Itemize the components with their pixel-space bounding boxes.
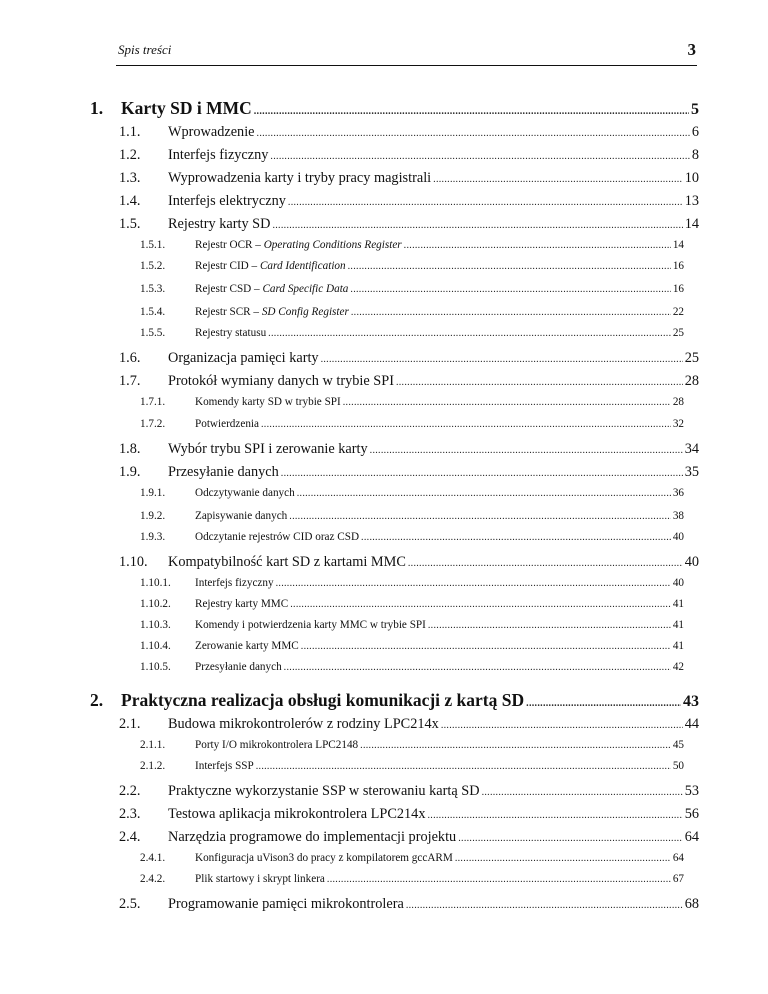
- toc-dot-leader: [408, 558, 683, 569]
- toc-entry-number: 2.5.: [119, 896, 141, 912]
- toc-entry-title-italic: Card Specific Data: [262, 283, 349, 295]
- toc-dot-leader: [276, 578, 671, 589]
- toc-entry-title-text: Narzędzia programowe do implementacji projektu: [168, 829, 457, 845]
- toc-subsection[interactable]: [140, 598, 684, 610]
- toc-entry-number: 1.10.2.: [140, 598, 171, 610]
- toc-entry-page: 40: [672, 531, 684, 543]
- toc-entry-number: 1.9.2.: [140, 510, 166, 522]
- toc-entry-page: 36: [672, 487, 684, 499]
- toc-entry-number: 1.9.: [119, 464, 141, 480]
- toc-entry-title: [121, 98, 252, 119]
- toc-dot-leader: [360, 740, 671, 751]
- toc-entry-title-text: Rejestr CSD –: [195, 283, 263, 295]
- toc-entry-number: 1.4.: [119, 193, 141, 209]
- toc-entry-number: 1.9.1.: [140, 487, 166, 499]
- toc-entry-number: 1.1.: [119, 124, 141, 140]
- toc-entry-page: 64: [684, 829, 699, 845]
- toc-section[interactable]: [119, 193, 699, 210]
- toc-entry-title-text: Odczytanie rejestrów CID oraz CSD: [195, 531, 360, 543]
- toc-dot-leader: [526, 698, 681, 709]
- toc-dot-leader: [455, 853, 671, 864]
- toc-entry-number: 1.10.5.: [140, 661, 171, 673]
- toc-entry-title-text: Interfejs fizyczny: [195, 577, 274, 589]
- toc-entry-page: 67: [672, 873, 684, 885]
- toc-entry-title-text: Wyprowadzenia karty i tryby pracy magistrali: [168, 170, 432, 186]
- toc-entry-page: 56: [684, 806, 699, 822]
- toc-entry-title-text: Przesyłanie danych: [168, 464, 279, 480]
- toc-entry-number: 1.5.4.: [140, 306, 166, 318]
- toc-entry-title: [168, 216, 270, 233]
- toc-entry-title: [195, 873, 325, 885]
- toc-entry-number: 2.3.: [119, 806, 141, 822]
- toc-subsection[interactable]: [140, 577, 684, 589]
- toc-dot-leader: [257, 128, 690, 139]
- toc-subsection[interactable]: [140, 619, 684, 631]
- header-rule: [116, 65, 697, 66]
- toc-entry-title-text: Komendy karty SD w trybie SPI: [195, 396, 341, 408]
- toc-dot-leader: [290, 599, 671, 610]
- toc-entry-number: 1.7.: [119, 373, 141, 389]
- toc-entry-title-text: Plik startowy i skrypt linkera: [195, 873, 325, 885]
- toc-entry-title: [195, 619, 426, 631]
- toc-entry-page: 25: [684, 350, 699, 366]
- toc-entry-title: [195, 396, 341, 408]
- toc-entry-title-text: Zerowanie karty MMC: [195, 640, 299, 652]
- toc-dot-leader: [327, 874, 671, 885]
- toc-dot-leader: [396, 377, 683, 388]
- toc-entry-title: [168, 124, 255, 141]
- toc-dot-leader: [348, 261, 671, 272]
- toc-entry-title-text: Odczytywanie danych: [195, 487, 295, 499]
- toc-entry-title-text: Rejestr CID –: [195, 260, 260, 272]
- toc-section[interactable]: [119, 216, 699, 233]
- toc-dot-leader: [361, 532, 671, 543]
- toc-section[interactable]: [119, 147, 699, 164]
- toc-chapter[interactable]: [90, 690, 699, 711]
- toc-dot-leader: [297, 488, 671, 499]
- toc-dot-leader: [268, 328, 671, 339]
- toc-dot-leader: [343, 397, 671, 408]
- toc-entry-page: 25: [672, 327, 684, 339]
- toc-section[interactable]: [119, 829, 699, 846]
- toc-entry-page: 14: [672, 239, 684, 251]
- toc-dot-leader: [406, 900, 683, 911]
- toc-dot-leader: [301, 641, 671, 652]
- toc-entry-title-text: Rejestry statusu: [195, 327, 267, 339]
- toc-entry-number: 1.10.3.: [140, 619, 171, 631]
- toc-section[interactable]: [119, 554, 699, 571]
- toc-entry-number: 1.3.: [119, 170, 141, 186]
- toc-entry-title: [168, 350, 319, 367]
- toc-dot-leader: [261, 419, 671, 430]
- toc-entry-title: [195, 739, 358, 751]
- toc-entry-title-text: Praktyczne wykorzystanie SSP w sterowaniu kartą SD: [168, 783, 480, 799]
- toc-entry-number: 1.10.4.: [140, 640, 171, 652]
- toc-dot-leader: [272, 220, 682, 231]
- toc-entry-number: 1.: [90, 98, 104, 118]
- toc-section[interactable]: [119, 716, 699, 733]
- toc-entry-title: [195, 661, 282, 673]
- toc-entry-number: 2.4.: [119, 829, 141, 845]
- toc-dot-leader: [288, 197, 683, 208]
- toc-dot-leader: [428, 620, 671, 631]
- toc-entry-title-text: Wprowadzenie: [168, 124, 255, 140]
- toc-entry-number: 1.5.3.: [140, 283, 166, 295]
- toc-entry-title-text: Rejestry karty MMC: [195, 598, 289, 610]
- toc-entry-page: 5: [691, 101, 699, 118]
- toc-entry-page: 44: [684, 716, 699, 732]
- toc-entry-page: 68: [684, 896, 699, 912]
- toc-entry-number: 1.7.2.: [140, 418, 166, 430]
- toc-entry-page: 22: [672, 306, 684, 318]
- toc-subsection[interactable]: [140, 283, 684, 295]
- toc-entry-title-text: Karty SD i MMC: [121, 98, 252, 118]
- toc-subsection[interactable]: [140, 306, 684, 318]
- toc-entry-title-text: Testowa aplikacja mikrokontrolera LPC214x: [168, 806, 426, 822]
- page-header: [118, 42, 696, 66]
- toc-entry-page: 45: [672, 739, 684, 751]
- toc-entry-title: [195, 852, 453, 864]
- toc-subsection[interactable]: [140, 239, 684, 251]
- toc-entry-title: [168, 373, 394, 390]
- toc-entry-page: 41: [672, 640, 684, 652]
- toc-entry-title-text: Protokół wymiany danych w trybie SPI: [168, 373, 394, 389]
- toc-entry-title-italic: SD Config Register: [261, 306, 349, 318]
- toc-entry-title: [168, 170, 431, 187]
- toc-entry-title: [195, 260, 346, 272]
- toc-entry-title-text: Zapisywanie danych: [195, 510, 288, 522]
- toc-entry-page: 16: [672, 260, 684, 272]
- toc-section[interactable]: [119, 124, 699, 141]
- toc-dot-leader: [289, 511, 671, 522]
- toc-entry-title: [168, 554, 406, 571]
- running-title: Spis treści: [118, 42, 172, 57]
- toc-subsection[interactable]: [140, 396, 684, 408]
- toc-entry-number: 1.2.: [119, 147, 141, 163]
- toc-entry-number: 1.5.: [119, 216, 141, 232]
- toc-entry-title-text: Kompatybilność kart SD z kartami MMC: [168, 554, 406, 570]
- toc-entry-title: [168, 193, 286, 210]
- toc-entry-number: 2.1.2.: [140, 760, 166, 772]
- toc-dot-leader: [482, 787, 683, 798]
- toc-entry-title-text: Rejestr SCR –: [195, 306, 262, 318]
- toc-dot-leader: [427, 810, 682, 821]
- toc-entry-title-text: Budowa mikrokontrolerów z rodziny LPC214x: [168, 716, 439, 732]
- toc-entry-title: [168, 716, 439, 733]
- toc-entry-title-italic: Operating Conditions Register: [263, 239, 402, 251]
- toc-entry-page: 38: [672, 510, 684, 522]
- toc-entry-title: [168, 783, 480, 800]
- toc-entry-title: [195, 598, 288, 610]
- toc-entry-page: 34: [684, 441, 699, 457]
- toc-subsection[interactable]: [140, 760, 684, 772]
- toc-entry-title: [195, 306, 349, 318]
- toc-entry-page: 42: [672, 661, 684, 673]
- toc-entry-number: 1.5.1.: [140, 239, 166, 251]
- toc-dot-leader: [433, 174, 683, 185]
- toc-entry-number: 1.6.: [119, 350, 141, 366]
- toc-subsection[interactable]: [140, 327, 684, 339]
- toc-entry-title-text: Przesyłanie danych: [195, 661, 282, 673]
- toc-entry-page: 43: [683, 693, 699, 710]
- toc-entry-number: 2.2.: [119, 783, 141, 799]
- toc-entry-title: [195, 577, 274, 589]
- toc-entry-page: 32: [672, 418, 684, 430]
- toc-entry-title: [168, 147, 268, 164]
- toc-entry-title: [195, 327, 266, 339]
- toc-section[interactable]: [119, 783, 699, 800]
- toc-dot-leader: [321, 354, 683, 365]
- toc-section[interactable]: [119, 464, 699, 481]
- toc-entry-title-text: Praktyczna realizacja obsługi komunikacji z kartą SD: [121, 690, 525, 710]
- toc-entry-number: 2.1.: [119, 716, 141, 732]
- toc-chapter[interactable]: [90, 98, 699, 119]
- toc-entry-title: [168, 464, 279, 481]
- toc-dot-leader: [284, 662, 671, 673]
- toc-entry-page: 41: [672, 598, 684, 610]
- toc-dot-leader: [281, 468, 683, 479]
- toc-entry-title: [168, 806, 425, 823]
- toc-entry-page: 28: [672, 396, 684, 408]
- toc-subsection[interactable]: [140, 418, 684, 430]
- toc-section[interactable]: [119, 806, 699, 823]
- toc-entry-title: [195, 283, 348, 295]
- toc-entry-title: [195, 418, 259, 430]
- toc-entry-title: [195, 640, 299, 652]
- toc-subsection[interactable]: [140, 531, 684, 543]
- toc-subsection[interactable]: [140, 873, 684, 885]
- toc-entry-number: 2.: [90, 690, 104, 710]
- toc-section[interactable]: [119, 170, 699, 187]
- toc-entry-title-text: Komendy i potwierdzenia karty MMC w trybie SPI: [195, 619, 426, 631]
- toc-subsection[interactable]: [140, 661, 684, 673]
- toc-entry-page: 14: [684, 216, 699, 232]
- toc-entry-page: 16: [672, 283, 684, 295]
- page-number: 3: [687, 40, 696, 59]
- toc-entry-number: 1.8.: [119, 441, 141, 457]
- toc-entry-page: 6: [691, 124, 699, 140]
- toc-entry-number: 2.1.1.: [140, 739, 166, 751]
- toc-subsection[interactable]: [140, 487, 684, 499]
- toc-dot-leader: [404, 240, 671, 251]
- toc-entry-number: 1.5.2.: [140, 260, 166, 272]
- toc-entry-title-text: Programowanie pamięci mikrokontrolera: [168, 896, 404, 912]
- toc-entry-title-text: Konfiguracja uVison3 do pracy z kompilatorem gccARM: [195, 852, 453, 864]
- toc-dot-leader: [254, 106, 689, 117]
- toc-entry-title-text: Rejestr OCR –: [195, 239, 264, 251]
- toc-entry-title-text: Wybór trybu SPI i zerowanie karty: [168, 441, 368, 457]
- toc-section[interactable]: [119, 373, 699, 390]
- toc-section[interactable]: [119, 896, 699, 913]
- toc-entry-title: [195, 510, 287, 522]
- toc-dot-leader: [350, 284, 670, 295]
- toc-entry-title: [168, 441, 368, 458]
- toc-entry-number: 2.4.1.: [140, 852, 166, 864]
- toc-dot-leader: [270, 151, 689, 162]
- toc-entry-number: 1.9.3.: [140, 531, 166, 543]
- toc-entry-title: [168, 829, 456, 846]
- toc-entry-number: 1.10.: [119, 554, 148, 570]
- toc-entry-title-text: Interfejs fizyczny: [168, 147, 269, 163]
- toc-entry-page: 40: [684, 554, 699, 570]
- toc-entry-title: [195, 531, 359, 543]
- toc-entry-title: [168, 896, 404, 913]
- toc-entry-page: 10: [684, 170, 699, 186]
- toc-entry-number: 2.4.2.: [140, 873, 166, 885]
- toc-entry-page: 64: [672, 852, 684, 864]
- toc-dot-leader: [441, 720, 683, 731]
- toc-section[interactable]: [119, 441, 699, 458]
- toc-entry-title: [195, 239, 402, 251]
- toc-entry-title-text: Porty I/O mikrokontrolera LPC2148: [195, 739, 359, 751]
- toc-entry-page: 13: [684, 193, 699, 209]
- toc-entry-title: [195, 760, 254, 772]
- toc-entry-page: 28: [684, 373, 699, 389]
- toc-dot-leader: [458, 833, 682, 844]
- toc-subsection[interactable]: [140, 510, 684, 522]
- toc-dot-leader: [256, 761, 671, 772]
- toc-entry-page: 40: [672, 577, 684, 589]
- toc-entry-page: 41: [672, 619, 684, 631]
- toc-entry-number: 1.7.1.: [140, 396, 166, 408]
- toc-dot-leader: [351, 307, 671, 318]
- toc-entry-title-text: Rejestry karty SD: [168, 216, 271, 232]
- toc-entry-title-text: Organizacja pamięci karty: [168, 350, 319, 366]
- toc-entry-title: [195, 487, 295, 499]
- toc-entry-title-italic: Card Identification: [259, 260, 346, 272]
- toc-section[interactable]: [119, 350, 699, 367]
- toc-subsection[interactable]: [140, 852, 684, 864]
- toc-entry-page: 53: [684, 783, 699, 799]
- toc-entry-page: 50: [672, 760, 684, 772]
- toc-entry-page: 8: [691, 147, 699, 163]
- toc-entry-page: 35: [684, 464, 699, 480]
- toc-subsection[interactable]: [140, 640, 684, 652]
- toc-dot-leader: [370, 445, 683, 456]
- toc-entry-title-text: Interfejs SSP: [195, 760, 254, 772]
- toc-subsection[interactable]: [140, 739, 684, 751]
- toc-entry-title-text: Potwierdzenia: [195, 418, 259, 430]
- toc-entry-number: 1.10.1.: [140, 577, 171, 589]
- toc-subsection[interactable]: [140, 260, 684, 272]
- toc-entry-number: 1.5.5.: [140, 327, 166, 339]
- toc-entry-title: [121, 690, 524, 711]
- toc-entry-title-text: Interfejs elektryczny: [168, 193, 286, 209]
